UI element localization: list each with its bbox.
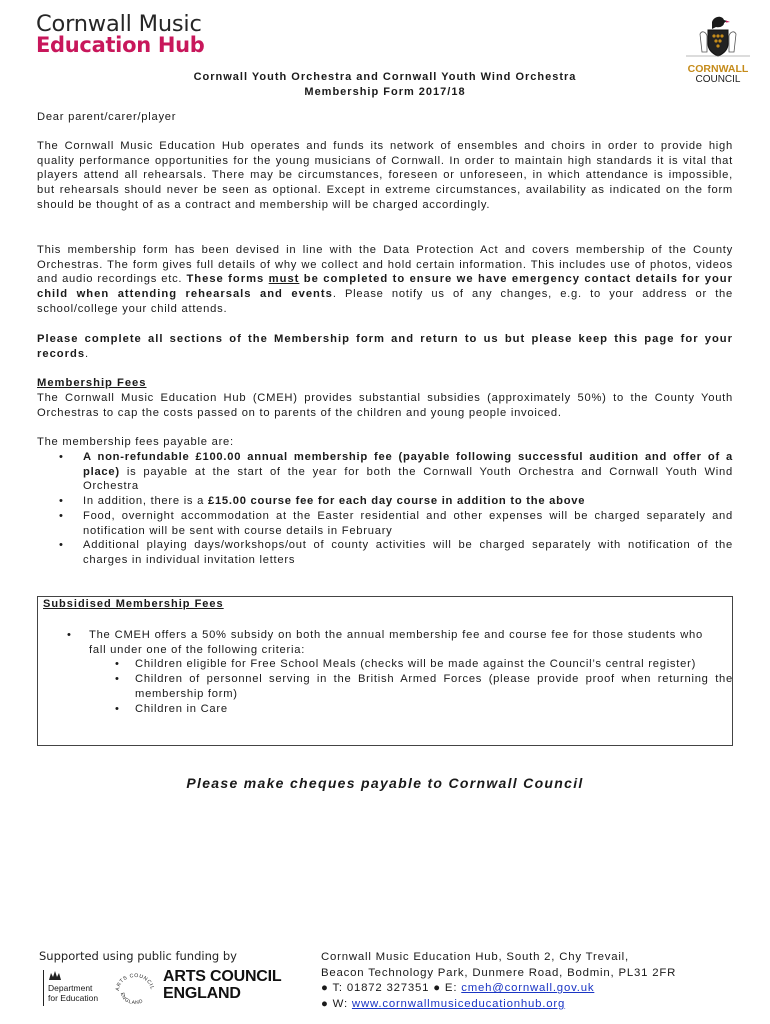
bullet-icon: • <box>115 658 120 671</box>
fee-food-text: Food, overnight accommodation at the Easter residential and other expenses will be charged separately and notification will be sent with course details in February <box>83 509 733 537</box>
dfe-line1: Department <box>48 983 93 993</box>
salutation: Dear parent/carer/player <box>37 111 177 123</box>
fee-course-text: In addition, there is a <box>83 495 208 508</box>
crown-crest-icon <box>48 970 62 982</box>
intro-paragraph: The Cornwall Music Education Hub operates and funds its network of ensembles and choirs in order to provide high quality performance opportunities for the young musicians of Cornwall. In order to maintain high standards it is vital that players attend all rehearsals. There may be circumstances, foreseen or unforeseen, in which attendance is impossible, but rehearsals should never be seen as optional. Except in extreme circumstances, availability as indicated on the form should be thought of as a contract and membership will be charged accordingly. <box>37 140 733 211</box>
bullet-icon: • <box>59 509 64 522</box>
bullet-icon: • <box>115 702 120 715</box>
fees-heading-text: Membership Fees <box>37 377 147 389</box>
title-line1: Cornwall Youth Orchestra and Cornwall Youth Wind Orchestra <box>193 71 577 83</box>
subsidy-main-text: The CMEH offers a 50% subsidy on both the annual membership fee and course fee for those students who fall under one of the following criteria: <box>89 629 703 656</box>
dp-bold-b: be completed to ensure we have emergency contact details for your child when attending rehearsals and events <box>37 273 733 301</box>
ace-line1: ARTS COUNCIL <box>163 968 282 985</box>
bullet-icon: • <box>67 629 72 641</box>
ace-arc-bottom: ENGLAND <box>118 992 145 1005</box>
fees-intro: The Cornwall Music Education Hub (CMEH) provides substantial subsidies (approximately 50%) to the County Youth Orchestras to cap the costs passed on to parents of the children and young people invoiced. <box>37 392 733 419</box>
cheques-note: Please make cheques payable to Cornwall Council <box>186 775 584 791</box>
tel-label: ● T: 01872 327351 ● E: <box>321 982 462 995</box>
web-label: ● W: <box>321 997 352 1010</box>
council-logo-council: COUNCIL <box>695 74 741 85</box>
dp-must: must <box>268 273 300 286</box>
criteria-text: Children in Care <box>135 702 228 715</box>
contact-block <box>321 950 676 1012</box>
dfe-line2: for Education <box>48 992 99 1003</box>
keep-page-end: . <box>85 347 89 360</box>
subsidy-main-item <box>37 628 733 657</box>
council-crest-icon <box>678 12 758 64</box>
fees-heading <box>37 376 733 391</box>
fees-payable-intro: The membership fees payable are: <box>37 436 234 448</box>
criteria-text: Children eligible for Free School Meals (checks will be made against the Council’s central register) <box>135 658 697 671</box>
svg-text:ENGLAND <box>119 992 144 1005</box>
page-title <box>0 70 770 100</box>
arts-council-emblem-icon <box>113 971 157 1005</box>
website-link[interactable]: www.cornwallmusiceducationhub.org <box>351 997 566 1010</box>
ace-arc-top: ARTS COUNCIL <box>114 972 155 992</box>
data-protection-paragraph <box>37 243 733 317</box>
address-line2: Beacon Technology Park, Dunmere Road, Bodmin, PL31 2FR <box>321 966 677 979</box>
fee-item-food <box>37 509 733 538</box>
dp-text-b: . Please notify us of any changes, e.g. to your address or the school/college your child attends. <box>37 288 733 315</box>
keep-page-bold: Please complete all sections of the Membership form and return to us but please keep this page for your records <box>37 333 733 360</box>
address-line1: Cornwall Music Education Hub, South 2, Chy Trevail, <box>321 951 629 963</box>
fee-additional-text: Additional playing days/workshops/out of county activities will be charged separately with notification of the charges in individual invitation letters <box>83 539 733 566</box>
bullet-icon: • <box>115 673 120 686</box>
criteria-text: Children of personnel serving in the British Armed Forces (please provide proof when returning the membership form) <box>135 673 733 700</box>
hub-logo-line2: Education Hub <box>36 33 205 57</box>
dfe-logo <box>43 970 108 1006</box>
criteria-item <box>37 672 733 701</box>
bullet-icon: • <box>59 539 64 552</box>
email-link[interactable]: cmeh@cornwall.gov.uk <box>461 982 595 995</box>
criteria-item <box>37 702 733 717</box>
contact-line <box>321 981 676 997</box>
subsidised-heading: Subsidised Membership Fees <box>43 598 224 610</box>
fee-item-annual <box>37 450 733 494</box>
bullet-icon: • <box>59 451 64 463</box>
fees-list <box>37 450 733 568</box>
arts-council-wordmark <box>163 968 281 1002</box>
web-line <box>321 997 676 1013</box>
title-line2: Membership Form 2017/18 <box>304 86 466 98</box>
ace-line2: ENGLAND <box>163 985 241 1002</box>
keep-page-instruction <box>37 332 733 361</box>
criteria-item <box>37 657 733 672</box>
dp-text-a: This membership form has been devised in line with the Data Protection Act and covers membership of the County Orchestras. The form gives full details of why we collect and hold certain information. This includes use of photos, videos and audio recordings etc. <box>37 244 733 286</box>
fee-item-course <box>37 494 733 509</box>
fee-annual-bold: A non-refundable £100.00 annual membership fee (payable following successful audition and offer of a place) <box>83 451 733 478</box>
fee-annual-rest: is payable at the start of the year for both the Cornwall Youth Orchestra and Cornwall Youth Wind Orchestra <box>83 465 733 493</box>
fee-course-bold: £15.00 course fee for each day course in addition to the above <box>207 495 586 508</box>
council-logo-cornwall: CORNWALL <box>687 63 749 75</box>
subsidised-list <box>37 628 733 716</box>
fee-item-additional <box>37 538 733 567</box>
bullet-icon: • <box>59 495 64 508</box>
dp-bold-a: These forms <box>186 273 269 286</box>
funding-statement: Supported using public funding by <box>39 949 237 963</box>
svg-text:ARTS COUNCIL <box>115 973 155 991</box>
hub-logo-line1: Cornwall Music <box>36 11 202 37</box>
